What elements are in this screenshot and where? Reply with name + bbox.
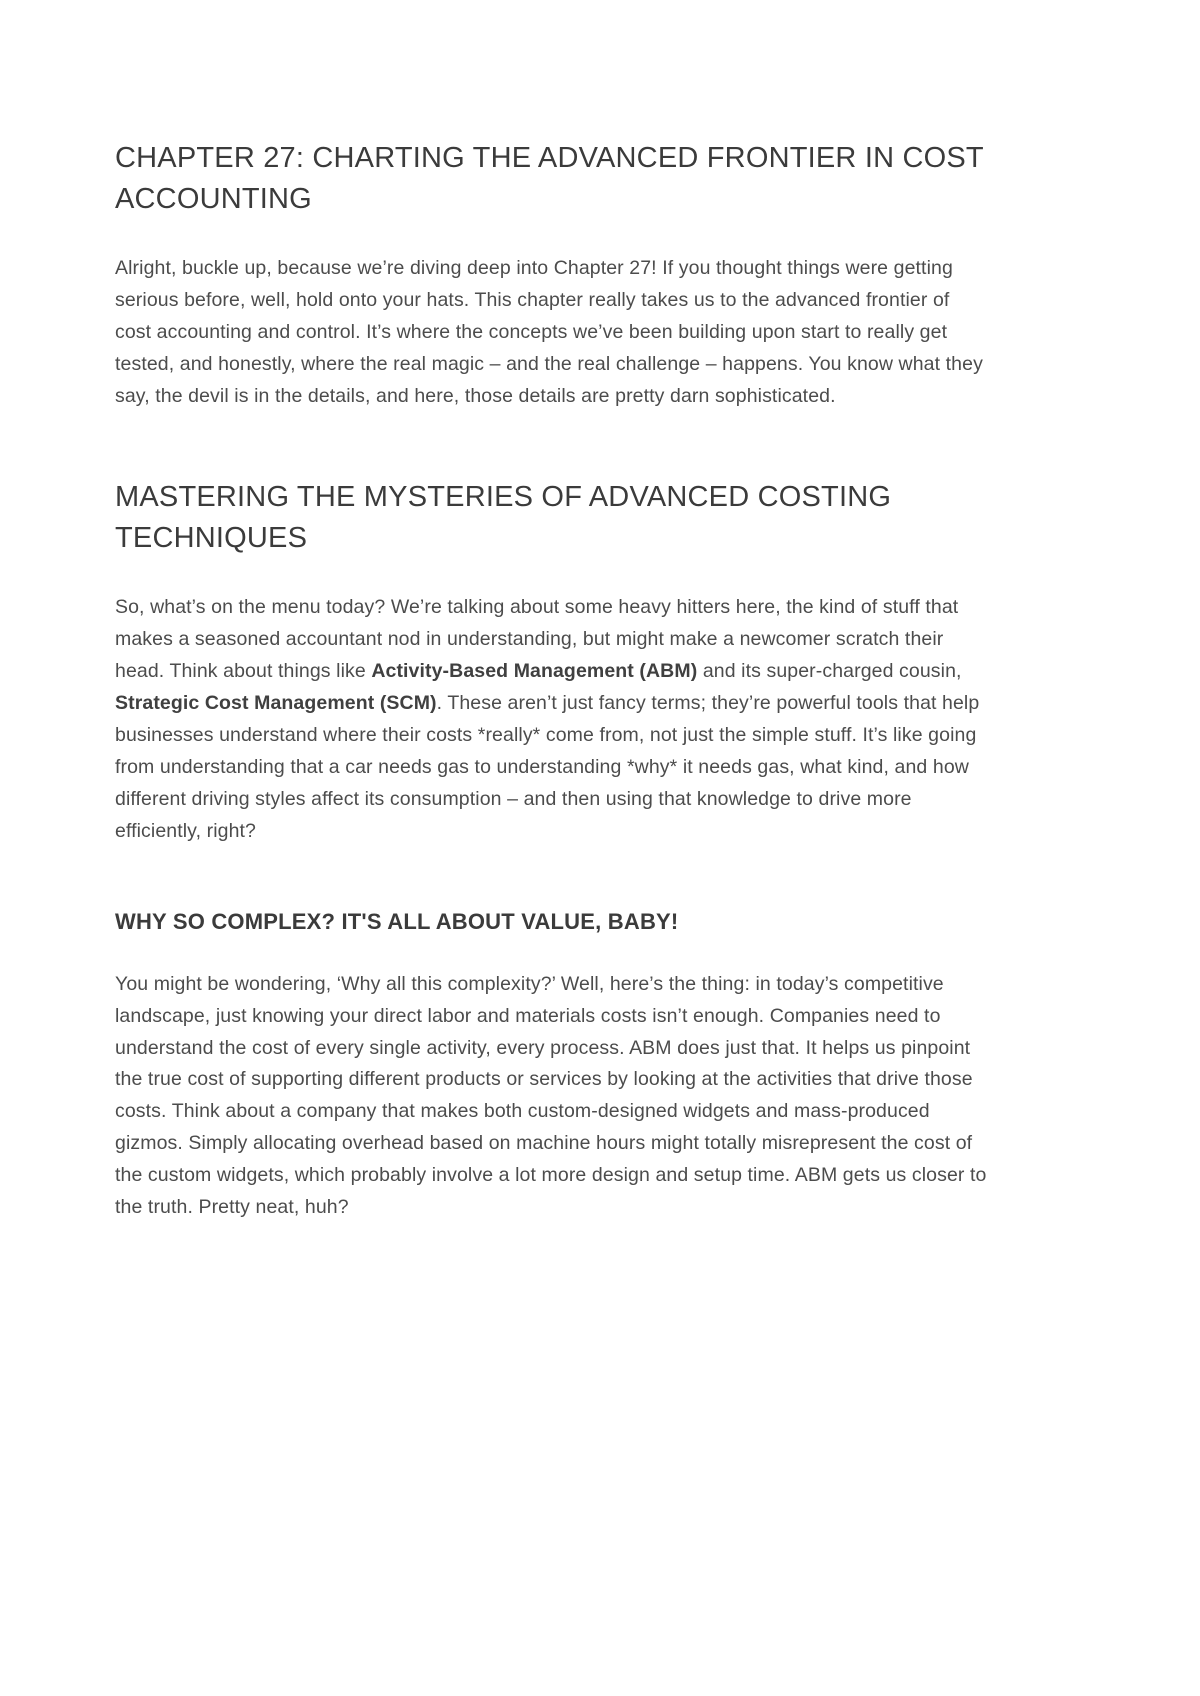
bold-term-scm: Strategic Cost Management (SCM) [115,692,437,715]
paragraph-segment: So, what’s on the menu today? We’re talking about some heavy hitters here, the kind of stuff that makes a seasoned accountant nod in understanding, but might make a newcomer scratch their head. Think about things like [115,596,959,683]
chapter-heading: CHAPTER 27: CHARTING THE ADVANCED FRONTIER IN COST ACCOUNTING [115,142,984,215]
bold-term-abm: Activity-Based Management (ABM) [371,660,698,683]
section-heading-mastering-techniques: MASTERING THE MYSTERIES OF ADVANCED COSTING TECHNIQUES [115,481,892,554]
mastering-paragraph [115,592,990,848]
paragraph-segment: . These aren’t just fancy terms; they’re powerful tools that help businesses understand where their costs *really* come from, not just the simple stuff. It’s like going from understanding that a car needs gas to understanding *why* it needs gas, what kind, and how different driving styles affect its consumption – and then using that knowledge to drive more efficiently, right? [115,692,980,842]
why-complex-paragraph: You might be wondering, ‘Why all this complexity?’ Well, here’s the thing: in today’s competitive landscape, just knowing your direct labor and materials costs isn’t enough. Companies need to understand the cost of every single activity, every process. ABM does just that. It helps us pinpoint the true cost of supporting different products or services by looking at the activities that drive those costs. Think about a company that makes both custom-designed widgets and mass-produced gizmos. Simply allocating overhead based on machine hours might totally misrepresent the cost of the custom widgets, which probably involve a lot more design and setup time. ABM gets us closer to the truth. Pretty neat, huh? [115,972,987,1219]
paragraph-segment: and its super-charged cousin, [697,660,962,683]
subsection-heading-why-so-complex: WHY SO COMPLEX? IT'S ALL ABOUT VALUE, BABY! [115,908,679,934]
intro-paragraph: Alright, buckle up, because we’re diving deep into Chapter 27! If you thought things were getting serious before, well, hold onto your hats. This chapter really takes us to the advanced frontier of cost accounting and control. It’s where the concepts we’ve been building upon start to really get tested, and honestly, where the real magic – and the real challenge – happens. You know what they say, the devil is in the details, and here, those details are pretty darn sophisticated. [115,257,983,408]
